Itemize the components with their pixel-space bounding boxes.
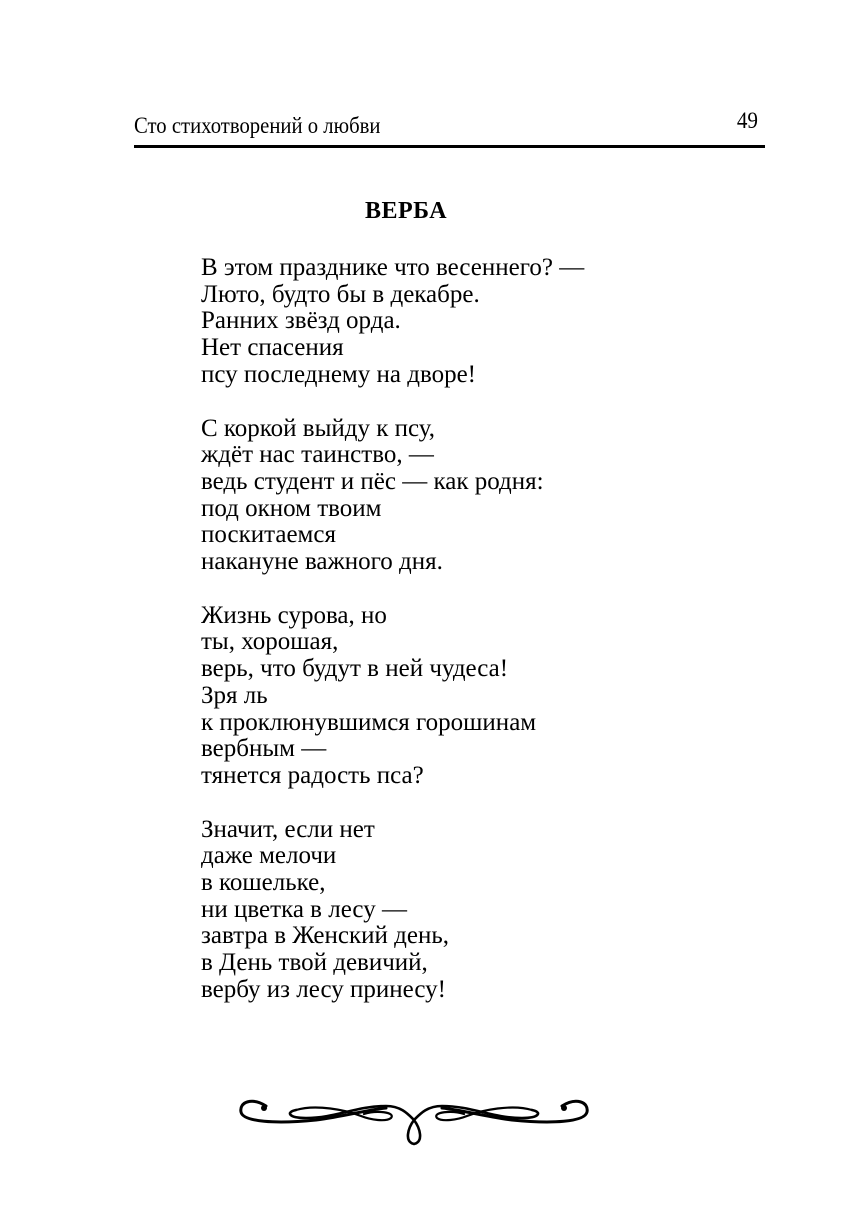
poem-line: Ранних звёзд орда. [201,307,401,335]
poem-line: псу последнему на дворе! [201,360,476,388]
flourish-ornament-icon [236,1094,592,1150]
poem-title: ВЕРБА [364,198,448,224]
poem-line: накануне важного дня. [201,548,443,576]
stanza-1 [201,255,584,389]
stanza-4 [201,817,584,1004]
poem-line: поскитаемся [201,521,336,549]
poem-line: вербу из лесу принесу! [201,975,446,1003]
poem-line: даже мелочи [201,842,337,870]
poem-line: в День твой девичий, [201,949,428,977]
poem-line: ждёт нас таинство, — [201,441,434,469]
running-title: Сто стихотворений о любви [134,113,381,138]
poem-line: ты, хорошая, [201,628,339,656]
poem-line: завтра в Женский день, [201,922,449,950]
poem-line: в кошельке, [201,869,326,897]
poem-line: Нет спасения [201,334,344,362]
poem-line: тянется радость пса? [201,761,424,789]
poem-line: ведь студент и пёс — как родня: [201,467,544,495]
poem-line: Люто, будто бы в декабре. [201,280,480,308]
poem-line: С коркой выйду к псу, [201,414,436,442]
poem-line: вербным — [201,735,327,763]
poem-line: Зря ль [201,681,268,709]
running-header [134,108,764,148]
header-rule [134,145,765,148]
poem-line: Значит, если нет [201,815,375,843]
poem-body [201,255,584,1031]
stanza-2 [201,416,584,576]
poem-line: ни цветка в лесу — [201,895,407,923]
poem-line: под окном твоим [201,494,382,522]
poem-line: В этом празднике что весеннего? — [201,254,585,281]
stanza-3 [201,603,584,790]
page-number: 49 [736,108,758,133]
poem-line: верь, что будут в ней чудеса! [201,655,509,683]
poem-line: к проклюнувшимся горошинам [201,708,537,736]
poem-line: Жизнь сурова, но [201,601,387,629]
